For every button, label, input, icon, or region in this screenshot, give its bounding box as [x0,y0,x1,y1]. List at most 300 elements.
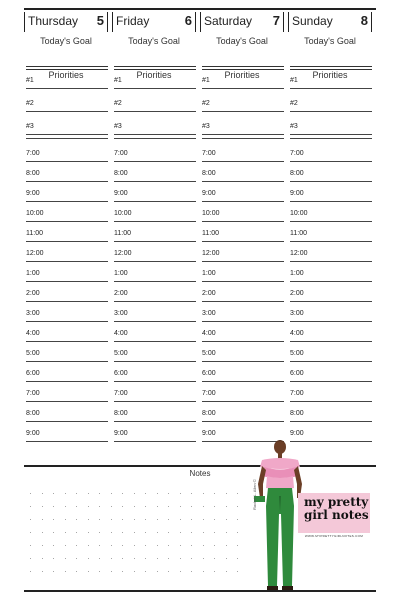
brand-name-line2: girl notes [304,508,369,522]
note-dot [157,545,158,546]
priority-label: #3 [114,123,122,130]
time-slot-label: 5:00 [114,350,128,357]
brand-badge [298,493,370,533]
time-slot-label: 7:00 [290,390,304,397]
time-slot-label: 6:00 [202,370,216,377]
time-slot-line [202,161,284,162]
note-dot [122,493,123,494]
goal-write-line [290,66,372,67]
note-dot [168,506,169,507]
note-dot [157,558,158,559]
day-number: 6 [184,13,192,28]
time-slot-line [202,261,284,262]
note-dot [134,519,135,520]
time-slot-line [202,401,284,402]
goal-label: Today's Goal [128,36,180,46]
figure-top-ruffle-1 [260,458,300,469]
schedule-separator [26,138,108,139]
time-slot-line [114,221,196,222]
priorities-label: Priorities [312,70,348,80]
schedule-separator [114,138,196,139]
note-dot [203,493,204,494]
note-dot [99,571,100,572]
brand-name-line1: my pretty [304,495,369,509]
note-dot [134,493,135,494]
note-dot [65,571,66,572]
day-number: 7 [272,13,280,28]
note-dot [191,545,192,546]
note-dot [226,545,227,546]
time-slot-line [26,321,108,322]
time-slot-label: 4:00 [26,330,40,337]
note-dot [180,519,181,520]
priority-write-line [114,88,196,89]
time-slot-label: 10:00 [290,210,308,217]
time-slot-line [202,321,284,322]
time-slot-label: 2:00 [114,290,128,297]
time-slot-label: 6:00 [26,370,40,377]
time-slot-line [114,201,196,202]
note-dot [99,493,100,494]
priority-write-line [202,88,284,89]
note-dot [53,506,54,507]
time-slot-label: 12:00 [26,250,44,257]
note-dot [237,558,238,559]
time-slot-line [290,161,372,162]
time-slot-line [26,401,108,402]
notes-rule [24,465,376,467]
time-slot-line [26,381,108,382]
time-slot-label: 8:00 [114,410,128,417]
day-column-friday [112,12,196,464]
time-slot-label: 6:00 [114,370,128,377]
note-dot [88,558,89,559]
note-dot [53,493,54,494]
day-column-thursday [24,12,108,464]
time-slot-label: 9:00 [26,190,40,197]
note-dot [111,558,112,559]
priority-label: #3 [26,123,34,130]
note-dot [226,493,227,494]
priority-write-line [114,111,196,112]
day-name: Sunday [292,14,333,28]
time-slot-line [26,181,108,182]
time-slot-line [202,341,284,342]
time-slot-label: 9:00 [114,190,128,197]
note-dot [157,506,158,507]
time-slot-label: 1:00 [202,270,216,277]
time-slot-line [114,241,196,242]
time-slot-label: 9:00 [202,430,216,437]
top-rule [24,8,376,10]
note-dot [214,506,215,507]
note-dot [226,519,227,520]
note-dot [65,493,66,494]
goal-write-line [114,66,196,67]
time-slot-label: 10:00 [26,210,44,217]
priority-write-line [114,134,196,135]
time-slot-label: 4:00 [114,330,128,337]
note-dot [53,532,54,533]
time-slot-label: 8:00 [114,170,128,177]
time-slot-label: 6:00 [290,370,304,377]
goal-write-line [202,66,284,67]
time-slot-line [114,381,196,382]
time-slot-line [26,161,108,162]
note-dot [180,558,181,559]
time-slot-label: 12:00 [290,250,308,257]
note-dot [76,493,77,494]
note-dot [134,558,135,559]
figure-arm-left [258,466,266,498]
time-slot-line [114,441,196,442]
note-dot [203,506,204,507]
note-dot [214,519,215,520]
priorities-label: Priorities [136,70,172,80]
note-dot [30,493,31,494]
time-slot-line [26,361,108,362]
priority-label: #1 [202,77,210,84]
time-slot-label: 7:00 [202,390,216,397]
notes-label: Notes [189,469,211,478]
time-slot-line [26,301,108,302]
time-slot-label: 1:00 [26,270,40,277]
priority-label: #2 [114,100,122,107]
time-slot-label: 2:00 [26,290,40,297]
priority-write-line [290,111,372,112]
note-dot [145,519,146,520]
note-dot [237,545,238,546]
note-dot [157,532,158,533]
note-dot [122,519,123,520]
note-dot [76,571,77,572]
day-name: Friday [116,14,150,28]
time-slot-label: 2:00 [290,290,304,297]
brand-url: WWW.MYPRETTYGIRLNOTES.COM [304,534,364,538]
priority-write-line [202,134,284,135]
note-dot [134,506,135,507]
priority-write-line [26,134,108,135]
time-slot-line [290,381,372,382]
note-dot [88,545,89,546]
priority-label: #3 [290,123,298,130]
note-dot [134,571,135,572]
note-dot [134,532,135,533]
time-slot-label: 11:00 [202,230,219,237]
note-dot [76,519,77,520]
note-dot [145,558,146,559]
note-dot [99,519,100,520]
figure-head [274,440,286,454]
note-dot [122,571,123,572]
schedule-separator [202,138,284,139]
time-slot-line [114,181,196,182]
note-dot [203,519,204,520]
time-slot-label: 9:00 [114,430,128,437]
time-slot-label: 3:00 [290,310,304,317]
note-dot [191,558,192,559]
note-dot [237,506,238,507]
time-slot-label: 8:00 [202,410,216,417]
time-slot-line [290,341,372,342]
note-dot [53,571,54,572]
day-header [200,12,284,32]
note-dot [168,519,169,520]
day-number: 5 [96,13,104,28]
note-dot [226,571,227,572]
priority-label: #1 [114,77,122,84]
note-dot [42,532,43,533]
day-name: Thursday [28,14,79,28]
time-slot-line [202,381,284,382]
time-slot-line [26,341,108,342]
time-slot-label: 1:00 [290,270,304,277]
note-dot [191,519,192,520]
time-slot-line [202,241,284,242]
note-dot [157,493,158,494]
time-slot-label: 8:00 [26,170,40,177]
note-dot [122,545,123,546]
priority-label: #2 [290,100,298,107]
note-dot [111,506,112,507]
time-slot-label: 12:00 [202,250,220,257]
time-slot-line [290,201,372,202]
time-slot-label: 3:00 [202,310,216,317]
time-slot-label: 4:00 [202,330,216,337]
note-dot [30,545,31,546]
note-dot [88,506,89,507]
time-slot-line [290,241,372,242]
note-dot [226,532,227,533]
note-dot [88,532,89,533]
time-slot-line [202,361,284,362]
day-name: Saturday [204,14,253,28]
time-slot-label: 10:00 [202,210,220,217]
time-slot-line [202,281,284,282]
note-dot [214,493,215,494]
time-slot-line [290,301,372,302]
schedule-separator [290,138,372,139]
time-slot-line [202,421,284,422]
time-slot-line [290,321,372,322]
note-dot [134,545,135,546]
time-slot-label: 3:00 [114,310,128,317]
note-dot [214,571,215,572]
note-dot [168,571,169,572]
note-dot [53,558,54,559]
note-dot [180,506,181,507]
priority-label: #1 [290,77,298,84]
time-slot-label: 8:00 [26,410,40,417]
note-dot [30,506,31,507]
note-dot [111,571,112,572]
note-dot [191,571,192,572]
time-slot-label: 12:00 [114,250,132,257]
time-slot-line [26,441,108,442]
time-slot-label: 7:00 [26,150,40,157]
time-slot-line [202,201,284,202]
note-dot [111,545,112,546]
goal-label: Today's Goal [40,36,92,46]
priority-label: #2 [26,100,34,107]
time-slot-label: 4:00 [290,330,304,337]
note-dot [180,571,181,572]
note-dot [214,545,215,546]
note-dot [53,545,54,546]
time-slot-label: 7:00 [114,150,128,157]
note-dot [237,493,238,494]
day-column-sunday [288,12,372,464]
day-number: 8 [360,13,368,28]
note-dot [99,506,100,507]
priority-write-line [26,111,108,112]
note-dot [145,571,146,572]
time-slot-label: 10:00 [114,210,132,217]
note-dot [88,571,89,572]
time-slot-label: 8:00 [290,410,304,417]
time-slot-label: 9:00 [26,430,40,437]
day-header [112,12,196,32]
time-slot-line [26,261,108,262]
note-dot [191,506,192,507]
time-slot-label: 5:00 [202,350,216,357]
time-slot-line [114,301,196,302]
note-dot [145,506,146,507]
time-slot-label: 1:00 [114,270,128,277]
time-slot-line [114,321,196,322]
time-slot-line [202,301,284,302]
time-slot-label: 7:00 [114,390,128,397]
note-dot [122,558,123,559]
time-slot-line [290,221,372,222]
note-dot [168,545,169,546]
note-dot [168,493,169,494]
note-dot [65,532,66,533]
time-slot-label: 8:00 [290,170,304,177]
note-dot [53,519,54,520]
note-dot [88,493,89,494]
priorities-label: Priorities [48,70,84,80]
time-slot-label: 8:00 [202,170,216,177]
time-slot-label: 7:00 [290,150,304,157]
note-dot [42,545,43,546]
priorities-label: Priorities [224,70,260,80]
note-dot [65,558,66,559]
time-slot-line [290,361,372,362]
time-slot-label: 3:00 [26,310,40,317]
time-slot-label: 7:00 [202,150,216,157]
note-dot [99,545,100,546]
time-slot-label: 9:00 [290,430,304,437]
note-dot [30,558,31,559]
time-slot-label: 9:00 [202,190,216,197]
note-dot [76,545,77,546]
figure-top-ruffle-3 [266,476,294,490]
time-slot-label: 11:00 [290,230,307,237]
priority-write-line [290,88,372,89]
note-dot [42,493,43,494]
note-dot [122,532,123,533]
note-dot [180,532,181,533]
time-slot-line [114,261,196,262]
note-dot [42,571,43,572]
note-dot [65,545,66,546]
time-slot-line [26,201,108,202]
note-dot [180,493,181,494]
note-dot [226,558,227,559]
time-slot-line [26,281,108,282]
note-dot [191,493,192,494]
note-dot [65,519,66,520]
note-dot [42,519,43,520]
priority-label: #1 [26,77,34,84]
priority-write-line [290,134,372,135]
time-slot-line [26,241,108,242]
priority-label: #3 [202,123,210,130]
time-slot-line [290,401,372,402]
time-slot-line [290,281,372,282]
note-dot [168,558,169,559]
note-dot [203,532,204,533]
time-slot-label: 2:00 [202,290,216,297]
day-header [24,12,108,32]
time-slot-label: 5:00 [26,350,40,357]
note-dot [214,532,215,533]
note-dot [157,519,158,520]
time-slot-line [290,181,372,182]
time-slot-label: 7:00 [26,390,40,397]
priority-write-line [26,88,108,89]
time-slot-line [114,161,196,162]
goal-label: Today's Goal [216,36,268,46]
time-slot-line [26,221,108,222]
time-slot-label: 11:00 [26,230,43,237]
artist-signature: Rachel L. Allen © [252,479,257,510]
time-slot-label: 9:00 [290,190,304,197]
day-header [288,12,372,32]
note-dot [30,532,31,533]
note-dot [76,532,77,533]
priority-label: #2 [202,100,210,107]
note-dot [191,532,192,533]
note-dot [76,558,77,559]
time-slot-line [114,361,196,362]
note-dot [122,506,123,507]
note-dot [180,545,181,546]
note-dot [145,532,146,533]
time-slot-label: 5:00 [290,350,304,357]
note-dot [157,571,158,572]
day-column-saturday [200,12,284,464]
note-dot [237,571,238,572]
note-dot [237,519,238,520]
note-dot [237,532,238,533]
note-dot [203,545,204,546]
note-dot [65,506,66,507]
note-dot [111,532,112,533]
time-slot-line [26,421,108,422]
note-dot [42,558,43,559]
note-dot [111,519,112,520]
note-dot [214,558,215,559]
priority-write-line [202,111,284,112]
time-slot-label: 11:00 [114,230,131,237]
note-dot [203,571,204,572]
note-dot [99,558,100,559]
note-dot [42,506,43,507]
time-slot-line [114,401,196,402]
note-dot [30,571,31,572]
